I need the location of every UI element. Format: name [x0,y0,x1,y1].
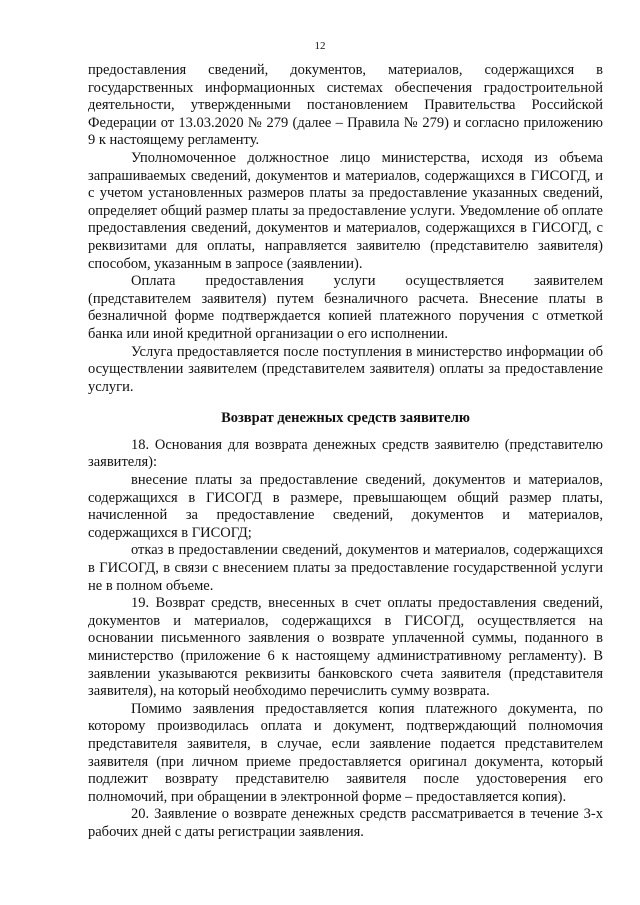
document-body [88,62,603,842]
paragraph-refusal: отказ в предоставлении сведений, документов и материалов, содержащихся в ГИСОГД, в связи с внесением платы за предоставление государственной услуги не в полном объеме. [88,542,603,594]
paragraph-review-period: 20. Заявление о возврате денежных средств рассматривается в течение 3-х рабочих дней с даты регистрации заявления. [88,806,603,840]
paragraph-overpayment: внесение платы за предоставление сведений, документов и материалов, содержащихся в ГИСОГД в размере, превышающем общий размер платы, начисленной за предоставление сведений, документов и материалов, содержащихся в ГИСОГД; [88,472,603,541]
paragraph-fee-calculation: Уполномоченное должностное лицо министерства, исходя из объема запрашиваемых сведений, документов и материалов, содержащихся в ГИСОГД, и с учетом установленных размеров платы за предоставление указанных сведений, определяет общий размер платы за предоставление услуги. Уведомление об оплате предоставления сведений, документов и материалов, содержащихся в ГИСОГД, с реквизитами для оплаты, направляется заявителю (представителю заявителя) способом, указанным в запросе (заявлении). [88,149,603,272]
page-number: 12 [314,40,326,52]
paragraph-refund-procedure: 19. Возврат средств, внесенных в счет оплаты предоставления сведений, документов и материалов, содержащихся в ГИСОГД, осуществляется на основании письменного заявления о возврате уплаченной суммы, поданного в министерство (приложение 6 к настоящему административному регламенту). В заявлении указываются реквизиты банковского счета заявителя (представителя заявителя), на который необходимо перечислить сумму возврата. [88,595,603,700]
paragraph-refund-grounds: 18. Основания для возврата денежных средств заявителю (представителю заявителя): [88,436,603,471]
paragraph-payment-method: Оплата предоставления услуги осуществляется заявителем (представителем заявителя) путем безналичного расчета. Внесение платы в безналичной форме подтверждается копией платежного поручения с отметкой банка или иной кредитной организации о его исполнении. [88,273,603,342]
paragraph-fee-rules: предоставления сведений, документов, материалов, содержащихся в государственных информационных системах обеспечения градостроительной деятельности, утвержденными постановлением Правительства Российской Федерации от 13.03.2020 № 279 (далее – Правила № 279) и согласно приложению 9 к настоящему регламенту. [88,62,603,149]
section-heading: Возврат денежных средств заявителю [221,410,470,427]
paragraph-service-after-payment: Услуга предоставляется после поступления в министерство информации об осуществлении заявителем (представителем заявителя) оплаты за предоставление услуги. [88,343,603,395]
paragraph-required-documents: Помимо заявления предоставляется копия платежного документа, по которому производилась оплата и документ, подтверждающий полномочия представителя заявителя, в случае, если заявление подается представителем заявителя (при личном приеме предоставляется оригинал документа, который подлежит возврату представителю заявителя после удостоверения его полномочий, при обращении в электронной форме – предоставляется копия). [88,700,603,805]
